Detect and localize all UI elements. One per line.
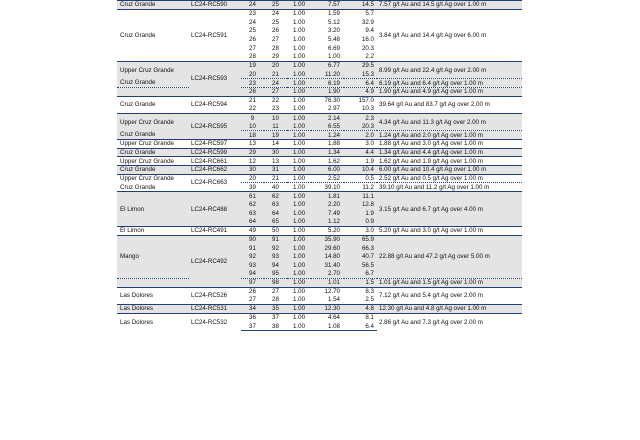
- width-m: 1.00: [292, 36, 306, 44]
- hole-id: LC24-RC593: [189, 61, 241, 96]
- to-m: 94: [264, 261, 287, 270]
- ag-grade: 157.0: [344, 96, 377, 105]
- to-m: 13: [264, 157, 287, 166]
- from-m: 36: [241, 313, 264, 322]
- to-m: 20: [264, 61, 287, 70]
- from-m: 21: [241, 96, 264, 105]
- from-m: 22: [249, 105, 256, 113]
- ag-grade: 20.3: [344, 122, 377, 131]
- to-m: 22: [264, 96, 287, 105]
- zone-name: Las Dolores: [117, 313, 189, 330]
- ag-grade: 65.9: [344, 235, 377, 244]
- intercept-summary: 8.99 g/t Au and 22.4 g/t Ag over 2.00 m: [377, 61, 522, 78]
- hole-id: LC24-RC591: [189, 9, 241, 61]
- width-m: 1.00: [287, 9, 311, 18]
- au-grade: 1.00: [327, 53, 340, 61]
- to-m: 91: [264, 235, 287, 244]
- au-grade: 2.14: [311, 113, 344, 122]
- ag-grade: 2.0: [344, 131, 377, 140]
- table-row: [117, 1, 522, 10]
- au-grade: 12.30: [311, 305, 344, 314]
- to-m: 38: [264, 322, 287, 331]
- au-grade: 4.64: [311, 313, 344, 322]
- from-m: 27: [249, 44, 256, 52]
- to-m: 21: [264, 174, 287, 183]
- ag-grade: 12.8: [344, 200, 377, 209]
- au-grade: 1.08: [311, 322, 344, 331]
- hole-id: LC24-RC531: [189, 305, 241, 314]
- from-m: 30: [241, 166, 264, 175]
- ag-grade: 2.2: [365, 53, 374, 61]
- ag-grade: 8.1: [344, 313, 377, 322]
- au-grade: 1.59: [311, 9, 344, 18]
- from-m: 39: [241, 183, 264, 192]
- width-m: 1.00: [287, 313, 311, 322]
- table-row: [117, 96, 522, 105]
- width-m: 1.00: [287, 244, 311, 253]
- zone-name: Cruz Grande: [117, 1, 189, 10]
- from-m: 9: [241, 113, 264, 122]
- width-m: 1.00: [287, 183, 311, 192]
- ag-grade: 32.9: [361, 18, 374, 26]
- to-m: 98: [264, 279, 287, 288]
- zone-name: Las Dolores: [117, 305, 189, 314]
- intercept-summary: 3.84 g/t Au and 14.4 g/t Ag over 6.00 m: [377, 9, 522, 61]
- width-m: 1.00: [287, 1, 311, 10]
- au-grade: 39.10: [311, 183, 344, 192]
- from-m: 24: [241, 1, 264, 10]
- zone-name: Upper Cruz Grande: [117, 140, 189, 149]
- ag-grade: 29.5: [344, 61, 377, 70]
- au-grade: 1.24: [311, 131, 344, 140]
- width-m: 1.00: [292, 105, 306, 113]
- from-m: 37: [241, 322, 264, 331]
- zone-name: Cruz Grande: [117, 9, 189, 61]
- to-m: 25: [272, 18, 279, 26]
- au-grade: 29.60: [311, 244, 344, 253]
- ag-grade: 5.7: [344, 9, 377, 18]
- table-row: [117, 279, 522, 288]
- zone-name: Cruz Grande: [117, 166, 189, 175]
- au-grade: 6.69: [327, 44, 340, 52]
- hole-id: LC24-RC595: [189, 113, 241, 139]
- au-grade: 12.70: [311, 287, 344, 296]
- table-row: [117, 140, 522, 149]
- from-m: 23: [241, 9, 264, 18]
- zone-name: Cruz Grande: [117, 148, 189, 157]
- hole-id: LC24-RC526: [189, 287, 241, 304]
- intercept-summary: 1.88 g/t Au and 3.0 g/t Ag over 1.00 m: [377, 140, 522, 149]
- to-m: 24: [264, 79, 287, 88]
- width-m: 1.00: [287, 261, 311, 270]
- au-grade: 3.20: [327, 27, 340, 35]
- width-m: 1.00: [287, 305, 311, 314]
- width-m: 1.00: [287, 252, 311, 261]
- au-grade: 5.48: [327, 36, 340, 44]
- hole-id: LC24-RC599: [189, 148, 241, 157]
- au-grade: 5.20: [311, 226, 344, 235]
- table-row: [117, 113, 522, 122]
- au-grade: 1.62: [311, 157, 344, 166]
- intercept-summary: 6.00 g/t Au and 10.4 g/t Ag over 1.00 m: [377, 166, 522, 175]
- from-m: 20: [241, 70, 264, 79]
- to-m: 31: [264, 166, 287, 175]
- intercept-summary: 1.01 g/t Au and 1.5 g/t Ag over 1.00 m: [377, 279, 522, 288]
- intercept-summary: 3.15 g/t Au and 6.7 g/t Ag over 4.00 m: [377, 192, 522, 227]
- width-m: 1.00: [292, 296, 306, 304]
- from-m: 19: [241, 61, 264, 70]
- width-m: 1.00: [287, 270, 311, 279]
- width-m: 1.00: [287, 209, 311, 218]
- width-m: 1.00: [287, 166, 311, 175]
- ag-grade: 2.5: [365, 296, 374, 304]
- au-grade: 31.40: [311, 261, 344, 270]
- to-m: 26: [272, 27, 279, 35]
- zone-name: Upper Cruz Grande: [117, 174, 189, 183]
- ag-grade: 0.5: [344, 174, 377, 183]
- ag-grade: 20.3: [361, 44, 374, 52]
- intercept-summary: 7.57 g/t Au and 14.5 g/t Ag over 1.00 m: [377, 1, 522, 10]
- to-m: 28: [272, 296, 279, 304]
- from-m: 28: [249, 53, 256, 61]
- ag-grade: 3.0: [344, 140, 377, 149]
- zone-name: El Limon: [117, 226, 189, 235]
- width-m: 1.00: [287, 157, 311, 166]
- zone-name: Upper Cruz Grande: [117, 61, 189, 78]
- intercept-summary: 6.19 g/t Au and 6.4 g/t Ag over 1.00 m: [377, 79, 522, 88]
- ag-grade: 11.2: [344, 183, 377, 192]
- from-m: 26: [241, 87, 264, 96]
- to-m: 21: [264, 70, 287, 79]
- to-m: 62: [264, 192, 287, 201]
- width-m: 1.00: [292, 18, 306, 26]
- hole-id: LC24-RC663: [189, 174, 241, 191]
- ag-grade: 1.5: [344, 279, 377, 288]
- to-m: 64: [264, 209, 287, 218]
- hole-id: LC24-RC590: [189, 1, 241, 10]
- hole-id: LC24-RC492: [189, 235, 241, 287]
- au-grade: 7.57: [311, 1, 344, 10]
- from-m: 10: [241, 122, 264, 131]
- from-m: 93: [241, 261, 264, 270]
- zone-name: [117, 279, 189, 288]
- to-m: 27: [272, 36, 279, 44]
- zone-name: Cruz Grande: [117, 131, 189, 140]
- from-m: 26: [241, 287, 264, 296]
- zone-name: El Limon: [117, 192, 189, 227]
- intercept-summary: 1.62 g/t Au and 1.9 g/t Ag over 1.00 m: [377, 157, 522, 166]
- table-row: [117, 79, 522, 88]
- ag-grade: 66.3: [344, 244, 377, 253]
- au-grade: 7.49: [311, 209, 344, 218]
- ag-grade: 4.9: [344, 87, 377, 96]
- ag-grade: 11.1: [344, 192, 377, 201]
- from-m: 34: [241, 305, 264, 314]
- from-m: 61: [241, 192, 264, 201]
- au-grade: 2.20: [311, 200, 344, 209]
- width-m: 1.00: [287, 226, 311, 235]
- ag-grade: 10.3: [361, 105, 374, 113]
- table-row: [117, 87, 522, 96]
- from-m: 92: [241, 252, 264, 261]
- width-m: 1.00: [292, 27, 306, 35]
- hole-id: LC24-RC594: [189, 96, 241, 113]
- from-m: 27: [249, 296, 256, 304]
- zone-name: Cruz Grande: [117, 96, 189, 113]
- intercept-summary: 22.88 g/t Au and 47.2 g/t Ag over 5.00 m: [377, 235, 522, 278]
- from-m: 94: [241, 270, 264, 279]
- intercept-summary: 12.30 g/t Au and 4.8 g/t Ag over 1.00 m: [377, 305, 522, 314]
- table-row: [117, 148, 522, 157]
- au-grade: 11.20: [311, 70, 344, 79]
- from-m: 26: [249, 36, 256, 44]
- ag-grade: 2.3: [344, 113, 377, 122]
- to-m: 93: [264, 252, 287, 261]
- au-grade: 6.55: [311, 122, 344, 131]
- table-row: [117, 61, 522, 70]
- to-m: 11: [264, 122, 287, 131]
- table-row: [117, 9, 522, 18]
- ag-grade: 10.4: [344, 166, 377, 175]
- au-grade: 1.01: [311, 279, 344, 288]
- from-m: 63: [241, 209, 264, 218]
- au-grade: 1.90: [311, 87, 344, 96]
- width-m: 1.00: [287, 140, 311, 149]
- au-grade: 1.81: [311, 192, 344, 201]
- width-m: 1.00: [292, 53, 306, 61]
- width-m: 1.00: [287, 113, 311, 122]
- from-m: 23: [241, 79, 264, 88]
- table-row: [117, 183, 522, 192]
- width-m: 1.00: [287, 131, 311, 140]
- zone-name: Las Dolores: [117, 287, 189, 304]
- to-m: 95: [264, 270, 287, 279]
- from-m: 90: [241, 235, 264, 244]
- width-m: 1.00: [287, 235, 311, 244]
- intercept-summary: 5.20 g/t Au and 3.0 g/t Ag over 1.00 m: [377, 226, 522, 235]
- width-m: 1.00: [292, 44, 306, 52]
- au-grade: 6.19: [311, 79, 344, 88]
- ag-grade: 6.4: [344, 79, 377, 88]
- width-m: 1.00: [287, 61, 311, 70]
- ag-grade: 1.9: [344, 209, 377, 218]
- width-m: 1.00: [287, 174, 311, 183]
- width-m: 1.00: [287, 322, 311, 331]
- au-grade: 35.90: [311, 235, 344, 244]
- to-m: 23: [272, 105, 279, 113]
- width-m: 1.00: [287, 87, 311, 96]
- hole-id: LC24-RC661: [189, 157, 241, 166]
- to-m: 25: [264, 1, 287, 10]
- from-m: 97: [241, 279, 264, 288]
- width-m: 1.00: [287, 287, 311, 296]
- zone-name: Cruz Grande: [117, 79, 189, 88]
- au-grade: 1.34: [311, 148, 344, 157]
- zone-name: [117, 87, 189, 96]
- intercept-summary: 2.86 g/t Au and 7.3 g/t Ag over 2.00 m: [377, 313, 522, 330]
- table-row: [117, 305, 522, 314]
- width-m: 1.00: [287, 122, 311, 131]
- to-m: 30: [264, 148, 287, 157]
- ag-grade: 3.0: [344, 226, 377, 235]
- hole-id: LC24-RC488: [189, 192, 241, 227]
- au-grade: 76.30: [311, 96, 344, 105]
- to-m: 37: [264, 313, 287, 322]
- hole-id: LC24-RC491: [189, 226, 241, 235]
- ag-grade: 14.5: [344, 1, 377, 10]
- width-m: 1.00: [287, 200, 311, 209]
- hole-id: LC24-RC662: [189, 166, 241, 175]
- ag-grade: 8.3: [344, 287, 377, 296]
- to-m: 29: [272, 53, 279, 61]
- zone-name: Mango: [117, 235, 189, 278]
- from-m: 13: [241, 140, 264, 149]
- from-m: 20: [241, 174, 264, 183]
- au-grade: 1.88: [311, 140, 344, 149]
- au-grade: 5.12: [327, 18, 340, 26]
- from-m: 62: [241, 200, 264, 209]
- to-m: 40: [264, 183, 287, 192]
- width-m: 1.00: [287, 70, 311, 79]
- from-m: 25: [249, 27, 256, 35]
- to-m: 14: [264, 140, 287, 149]
- intercept-summary: 4.34 g/t Au and 11.3 g/t Ag over 2.00 m: [377, 113, 522, 130]
- from-m: 49: [241, 226, 264, 235]
- width-m: 1.00: [287, 218, 311, 227]
- width-m: 1.00: [287, 279, 311, 288]
- to-m: 24: [264, 9, 287, 18]
- to-m: 50: [264, 226, 287, 235]
- table-row: [117, 157, 522, 166]
- au-grade: 1.54: [327, 296, 340, 304]
- table-row: [117, 235, 522, 244]
- au-grade: 14.80: [311, 252, 344, 261]
- ag-grade: 40.7: [344, 252, 377, 261]
- to-m: 27: [264, 87, 287, 96]
- ag-grade: 56.5: [344, 261, 377, 270]
- au-grade: 2.70: [311, 270, 344, 279]
- width-m: 1.00: [287, 79, 311, 88]
- width-m: 1.00: [287, 96, 311, 105]
- intercept-summary: 2.52 g/t Au and 0.5 g/t Ag over 1.00 m: [377, 174, 522, 183]
- table-row: [117, 192, 522, 201]
- table-row: [117, 166, 522, 175]
- au-grade: 2.97: [327, 105, 340, 113]
- hole-id: LC24-RC597: [189, 140, 241, 149]
- intercept-summary: 39.10 g/t Au and 11.2 g/t Ag over 1.00 m: [377, 183, 522, 192]
- table-row: [117, 313, 522, 322]
- ag-grade: 4.8: [344, 305, 377, 314]
- intercept-summary: 1.34 g/t Au and 4.4 g/t Ag over 1.00 m: [377, 148, 522, 157]
- width-m: 1.00: [287, 192, 311, 201]
- to-m: 65: [264, 218, 287, 227]
- to-m: 92: [264, 244, 287, 253]
- au-grade: 2.52: [311, 174, 344, 183]
- ag-grade: 9.4: [365, 27, 374, 35]
- intercept-summary: 1.90 g/t Au and 4.9 g/t Ag over 1.00 m: [377, 87, 522, 96]
- ag-grade: 4.4: [344, 148, 377, 157]
- from-m: 18: [241, 131, 264, 140]
- ag-grade: 6.4: [344, 322, 377, 331]
- au-grade: 1.12: [311, 218, 344, 227]
- ag-grade: 15.3: [344, 70, 377, 79]
- ag-grade: 6.7: [344, 270, 377, 279]
- to-m: 19: [264, 131, 287, 140]
- width-m: 1.00: [287, 148, 311, 157]
- from-m: 24: [249, 18, 256, 26]
- to-m: 27: [264, 287, 287, 296]
- from-m: 12: [241, 157, 264, 166]
- to-m: 35: [264, 305, 287, 314]
- from-m: 91: [241, 244, 264, 253]
- ag-grade: 16.0: [361, 36, 374, 44]
- zone-name: Upper Cruz Grande: [117, 113, 189, 130]
- au-grade: 6.77: [311, 61, 344, 70]
- assay-results-table: [117, 0, 522, 331]
- intercept-summary: 1.24 g/t Au and 2.0 g/t Ag over 1.00 m: [377, 131, 522, 140]
- zone-name: Upper Cruz Grande: [117, 157, 189, 166]
- from-m: 64: [241, 218, 264, 227]
- hole-id: LC24-RC532: [189, 313, 241, 330]
- intercept-summary: 39.64 g/t Au and 83.7 g/t Ag over 2.00 m: [377, 96, 522, 113]
- table-row: [117, 287, 522, 296]
- to-m: 28: [272, 44, 279, 52]
- table-body: [117, 1, 522, 331]
- table-row: [117, 131, 522, 140]
- ag-grade: 1.9: [344, 157, 377, 166]
- ag-grade: 0.9: [344, 218, 377, 227]
- table-row: [117, 226, 522, 235]
- from-m: 29: [241, 148, 264, 157]
- au-grade: 6.00: [311, 166, 344, 175]
- intercept-summary: 7.12 g/t Au and 5.4 g/t Ag over 2.00 m: [377, 287, 522, 304]
- zone-name: Cruz Grande: [120, 183, 156, 191]
- to-m: 10: [264, 113, 287, 122]
- table-row: [117, 174, 522, 183]
- to-m: 63: [264, 200, 287, 209]
